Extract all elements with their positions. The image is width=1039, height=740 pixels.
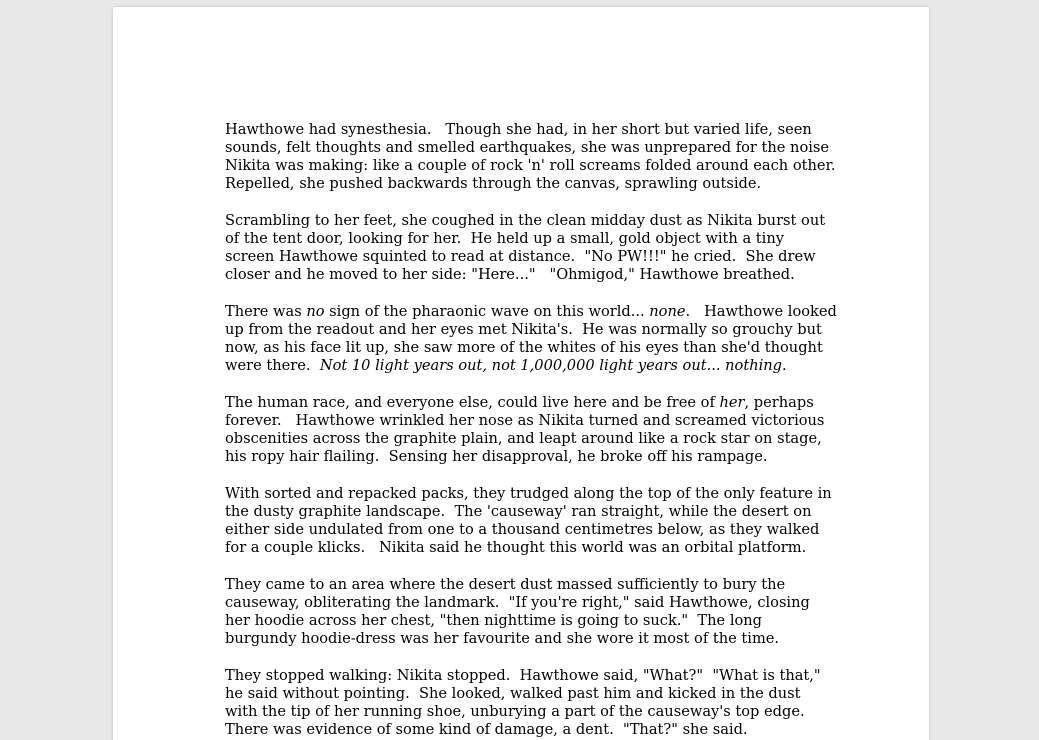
italic-text: no	[306, 303, 325, 320]
italic-text: Not 10 light years out, not 1,000,000 light years out... nothing	[319, 357, 783, 374]
text-line	[225, 412, 825, 430]
text-run: With sorted and repacked packs, they trudged along the top of the only feature in	[225, 485, 832, 502]
text-run: . Hawthowe looked	[685, 303, 837, 320]
text-run: There was	[225, 303, 307, 320]
paragraph	[225, 667, 821, 739]
text-run: with the tip of her running shoe, unburying a part of the causeway's top edge.	[225, 703, 805, 720]
text-line	[225, 394, 815, 412]
text-run: his ropy hair flailing. Sensing her disapproval, he broke off his rampage.	[225, 448, 768, 465]
text-run: closer and he moved to her side: "Here..." "Ohmigod," Hawthowe breathed.	[225, 266, 795, 283]
text-run: They came to an area where the desert dust massed sufficiently to bury the	[225, 576, 786, 593]
italic-text: none	[649, 303, 686, 320]
text-run: causeway, obliterating the landmark. "If you're right," said Hawthowe, closing	[225, 594, 810, 611]
text-line	[225, 703, 815, 721]
paragraph	[225, 212, 826, 284]
text-line	[225, 630, 815, 648]
italic-text: her	[719, 394, 745, 411]
text-run: he said without pointing. She looked, walked past him and kicked in the dust	[225, 685, 801, 702]
text-line	[225, 721, 815, 739]
text-line	[225, 448, 815, 466]
text-line	[225, 485, 832, 503]
text-run: sign of the pharaonic wave on this world...	[324, 303, 650, 320]
text-line	[225, 303, 837, 321]
text-run: screen Hawthowe squinted to read at distance. "No PW!!!" he cried. She drew	[225, 248, 816, 265]
text-run: of the tent door, looking for her. He held up a small, gold object with a tiny	[225, 230, 784, 247]
text-run: her hoodie across her chest, "then nighttime is going to suck." The long	[225, 612, 763, 629]
text-run: for a couple klicks. Nikita said he thought this world was an orbital platform.	[225, 539, 807, 556]
text-line	[225, 521, 820, 539]
document-body	[225, 121, 837, 740]
text-run: were there.	[225, 357, 320, 374]
text-run: sounds, felt thoughts and smelled earthquakes, she was unprepared for the noise	[225, 139, 830, 156]
text-run: burgundy hoodie-dress was her favourite and she wore it most of the time.	[225, 630, 780, 647]
text-line	[225, 175, 815, 193]
text-run: up from the readout and her eyes met Nikita's. He was normally so grouchy but	[225, 321, 822, 338]
text-run: The human race, and everyone else, could live here and be free of	[225, 394, 720, 411]
text-line	[225, 667, 821, 685]
text-line	[225, 430, 822, 448]
paragraph	[225, 394, 825, 466]
text-run: the dusty graphite landscape. The 'causeway' ran straight, while the desert on	[225, 503, 812, 520]
text-run: obscenities across the graphite plain, and leapt around like a rock star on stage,	[225, 430, 822, 447]
text-line	[225, 266, 815, 284]
text-run: Repelled, she pushed backwards through the canvas, sprawling outside.	[225, 175, 762, 192]
text-line	[225, 612, 815, 630]
text-line	[225, 157, 836, 175]
text-line	[225, 339, 823, 357]
text-run: now, as his face lit up, she saw more of the whites of his eyes than she'd thought	[225, 339, 823, 356]
paragraph	[225, 485, 832, 557]
text-line	[225, 357, 815, 375]
text-run: Hawthowe had synesthesia. Though she had, in her short but varied life, seen	[225, 121, 812, 138]
paragraph	[225, 121, 836, 193]
text-run: There was evidence of some kind of damage, a dent. "That?" she said.	[225, 721, 748, 738]
text-line	[225, 321, 822, 339]
text-line	[225, 248, 815, 266]
text-line	[225, 121, 815, 139]
text-run: either side undulated from one to a thousand centimetres below, as they walked	[225, 521, 820, 538]
text-run: forever. Hawthowe wrinkled her nose as Nikita turned and screamed victorious	[225, 412, 825, 429]
text-line	[225, 230, 815, 248]
paragraph	[225, 303, 837, 375]
text-run: Scrambling to her feet, she coughed in the clean midday dust as Nikita burst out	[225, 212, 826, 229]
text-run: .	[782, 357, 787, 374]
text-line	[225, 212, 826, 230]
text-line	[225, 503, 815, 521]
text-run: Nikita was making: like a couple of rock 'n' roll screams folded around each other.	[225, 157, 836, 174]
document-page[interactable]	[113, 7, 929, 740]
text-run: , perhaps	[744, 394, 814, 411]
text-run: They stopped walking: Nikita stopped. Hawthowe said, "What?" "What is that,"	[225, 667, 821, 684]
text-line	[225, 139, 830, 157]
text-line	[225, 539, 815, 557]
text-line	[225, 594, 815, 612]
paragraph	[225, 576, 815, 648]
text-line	[225, 576, 815, 594]
text-line	[225, 685, 815, 703]
